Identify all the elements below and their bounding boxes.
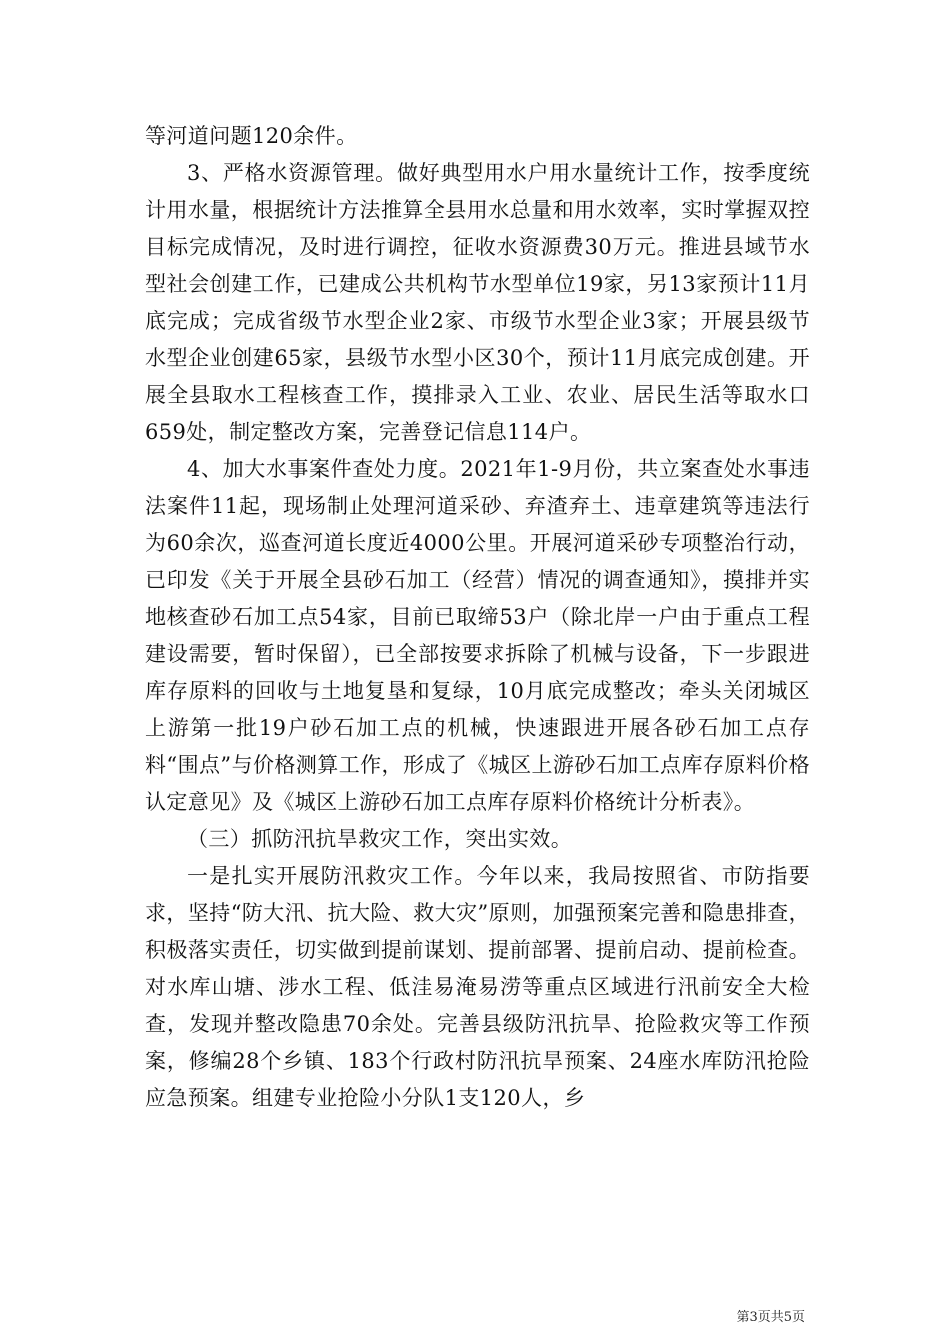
document-body xyxy=(145,118,810,1117)
paragraph-flood-relief-work: 一是扎实开展防汛救灾工作。今年以来，我局按照省、市防指要求，坚持“防大汛、抗大险、救大灾”原则，加强预案完善和隐患排查，积极落实责任，切实做到提前谋划、提前部署、提前启动、提前检查。对水库山塘、涉水工程、低洼易淹易涝等重点区域进行汛前安全大检查，发现并整改隐患70余处。完善县级防汛抗旱、抢险救灾等工作预案，修编28个乡镇、183个行政村防汛抗旱预案、24座水库防汛抢险应急预案。组建专业抢险小分队1支120人，乡 xyxy=(145,864,810,1110)
paragraph-water-resource-management: 3、严格水资源管理。做好典型用水户用水量统计工作，按季度统计用水量，根据统计方法推算全县用水总量和用水效率，实时掌握双控目标完成情况，及时进行调控，征收水资源费30万元。推进县域节水型社会创建工作，已建成公共机构节水型单位19家，另13家预计11月底完成；完成省级节水型企业2家、市级节水型企业3家；开展县级节水型企业创建65家，县级节水型小区30个，预计11月底完成创建。开展全县取水工程核查工作，摸排录入工业、农业、居民生活等取水口659处，制定整改方案，完善登记信息114户。 xyxy=(145,161,810,444)
paragraph-water-case-enforcement: 4、加大水事案件查处力度。2021年1-9月份，共立案查处水事违法案件11起，现场制止处理河道采砂、弃渣弃土、违章建筑等违法行为60余次，巡查河道长度近4000公里。开展河道采砂专项整治行动，已印发《关于开展全县砂石加工（经营）情况的调查通知》，摸排并实地核查砂石加工点54家，目前已取缔53户（除北岸一户由于重点工程建设需要，暂时保留），已全部按要求拆除了机械与设备，下一步跟进库存原料的回收与土地复垦和复绿，10月底完成整改；牵头关闭城区上游第一批19户砂石加工点的机械，快速跟进开展各砂石加工点存料“围点”与价格测算工作，形成了《城区上游砂石加工点库存原料价格认定意见》及《城区上游砂石加工点库存原料价格统计分析表》。 xyxy=(145,457,810,814)
section-heading-flood-control: （三）抓防汛抗旱救灾工作，突出实效。 xyxy=(187,827,573,851)
paragraph-continuation: 等河道问题120余件。 xyxy=(145,124,358,148)
page-number-footer: 第3页共5页 xyxy=(736,1310,805,1325)
